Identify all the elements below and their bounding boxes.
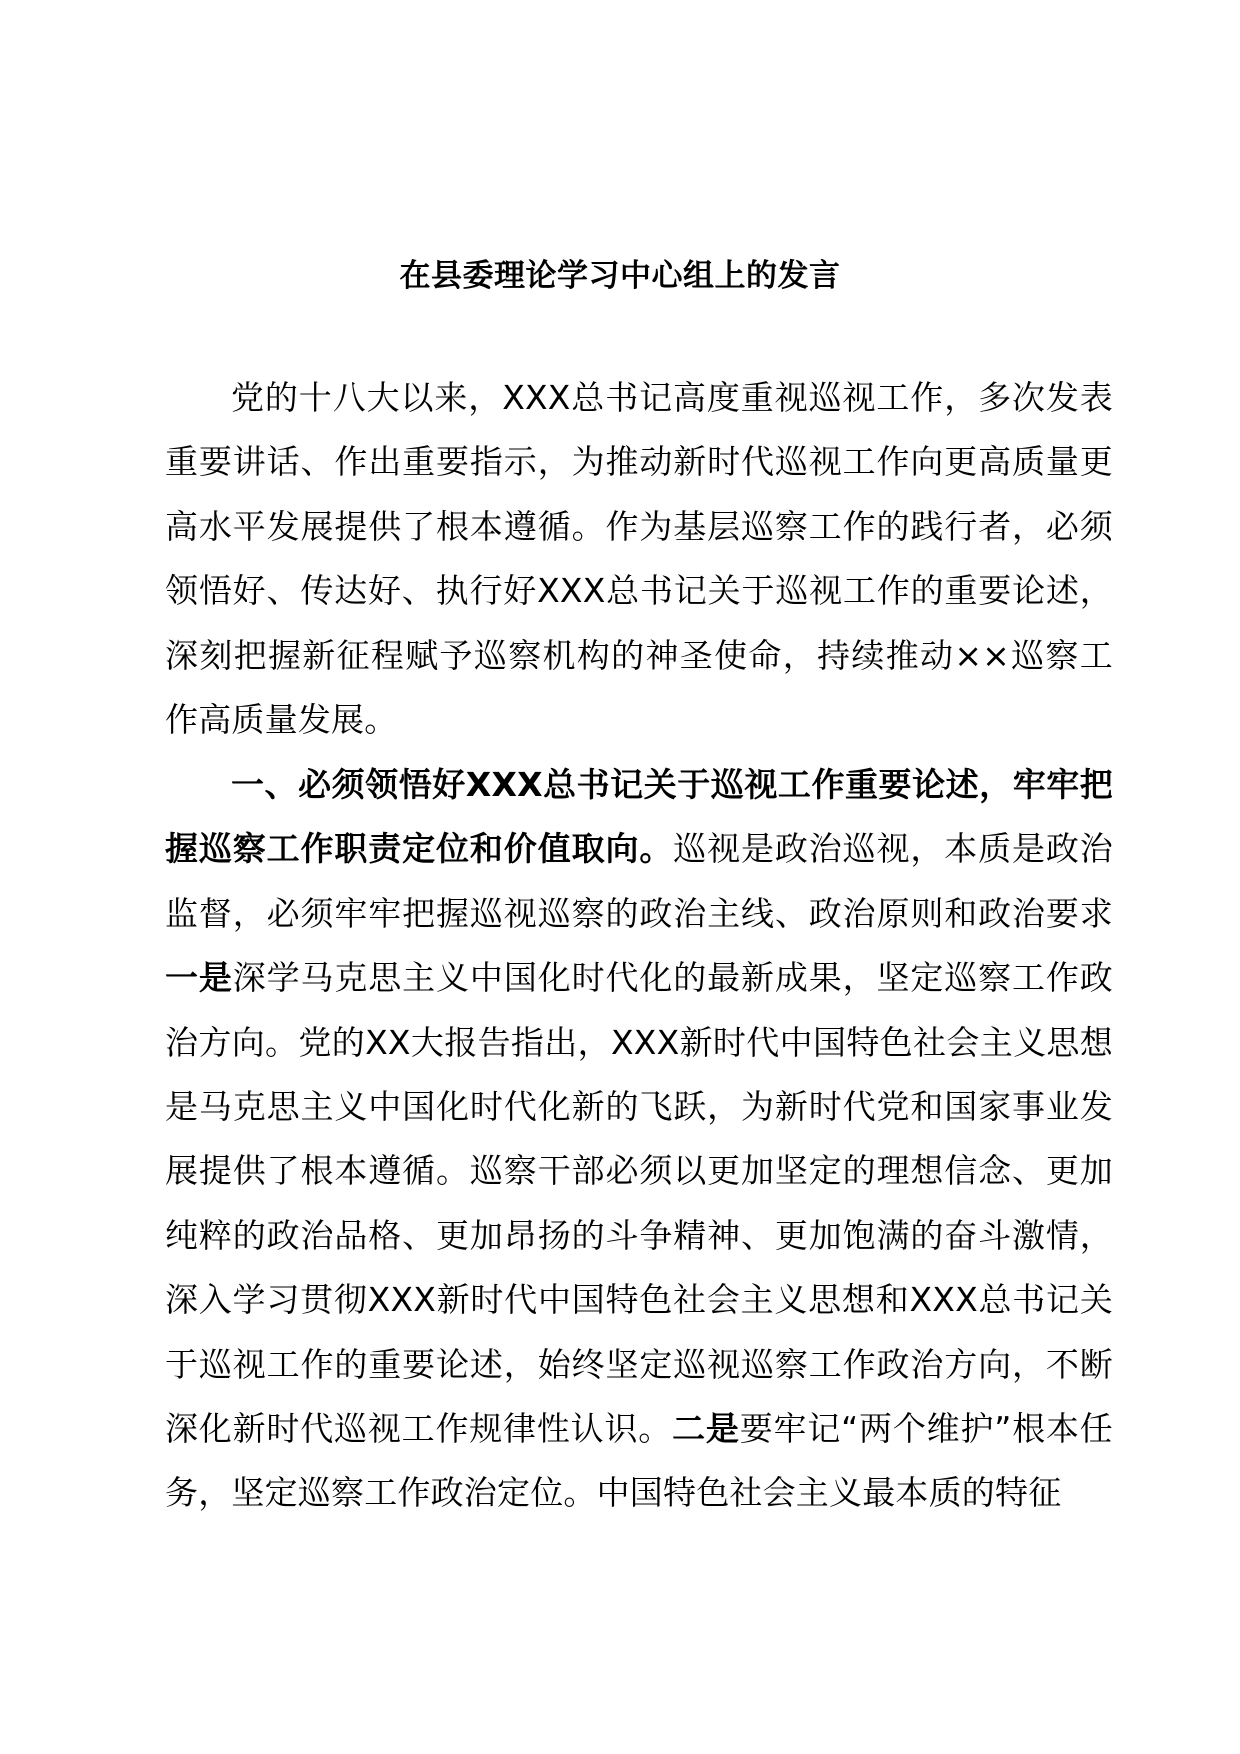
paragraph-section-one <box>165 753 1113 1526</box>
section-heading: 一、必须领悟好XXX总书记关于巡视工作重要论述，牢牢把握巡察工作职责定位和价值取向。 <box>165 765 1113 869</box>
point-two-text: 要牢记“两个维护”根本任务，坚定巡察工作政治定位。中国特色社会主义最本质的特征 <box>165 1409 1114 1513</box>
document-title: 在县委理论学习中心组上的发言 <box>399 258 841 294</box>
section-text: 巡视是政治巡视，本质是政治监督，必须牢牢把握巡视巡察的政治主线、政治原则和政治要求 <box>165 829 1113 933</box>
point-one-text: 深学马克思主义中国化时代化的最新成果，坚定巡察工作政治方向。党的XX大报告指出，XXX新时代中国特色社会主义思想是马克思主义中国化时代化新的飞跃，为新时代党和国家事业发展提供了根本遵循。巡察干部必须以更加坚定的理想信念、更加纯粹的政治品格、更加昂扬的斗争精神、更加饱满的奋斗激情，深入学习贯彻XXX新时代中国特色社会主义思想和XXX总书记关于巡视工作的重要论述，始终坚定巡视巡察工作政治方向，不断深化新时代巡视工作规律性认识。 <box>165 958 1113 1449</box>
point-marker-two: 二是 <box>672 1409 740 1449</box>
paragraph-intro: 党的十八大以来，XXX总书记高度重视巡视工作，多次发表重要讲话、作出重要指示，为推动新时代巡视工作向更高质量更高水平发展提供了根本遵循。作为基层巡察工作的践行者，必须领悟好、传达好、执行好XXX总书记关于巡视工作的重要论述，深刻把握新征程赋予巡察机构的神圣使命，持续推动××巡察工作高质量发展。 <box>165 378 1113 740</box>
point-marker-one: 一是 <box>165 958 233 998</box>
